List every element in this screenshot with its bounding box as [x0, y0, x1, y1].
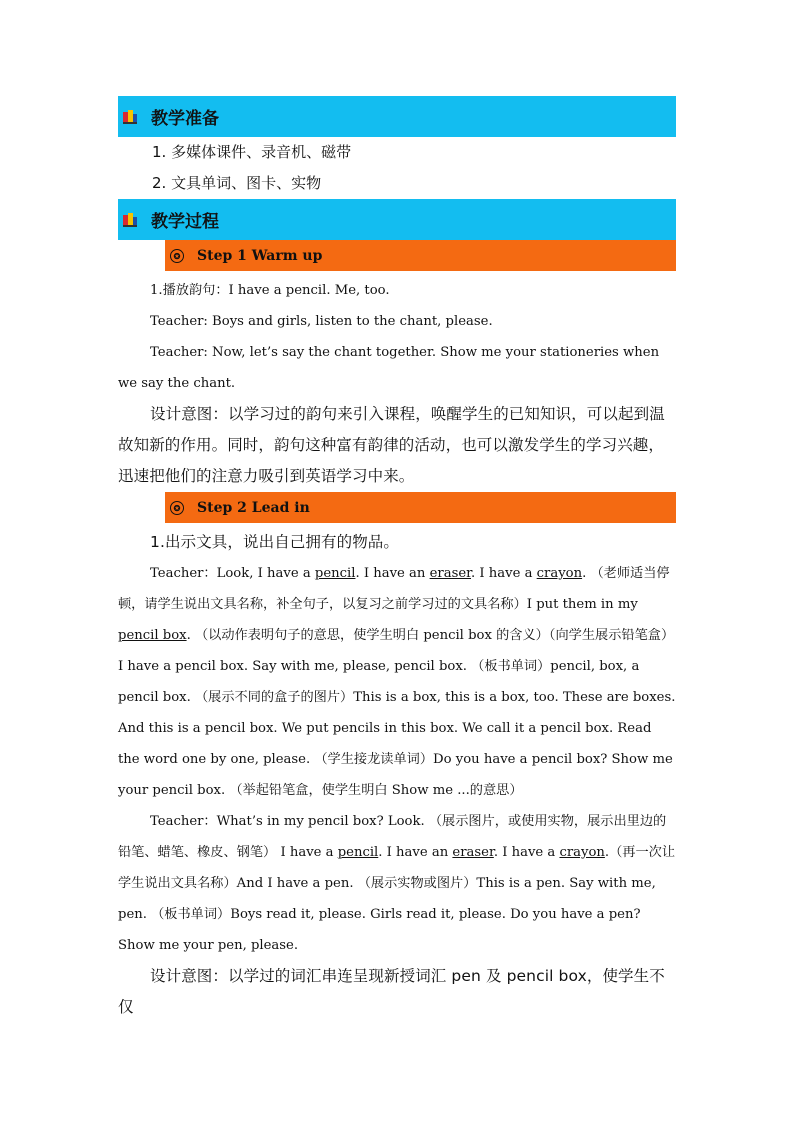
step2-header: [165, 492, 676, 523]
books-icon: [123, 213, 137, 227]
section-header-process: [118, 199, 676, 240]
section-title-prep: 教学准备: [151, 109, 219, 129]
underlined-word: crayon: [536, 566, 583, 581]
books-icon: [123, 110, 137, 124]
underlined-word: eraser: [429, 566, 471, 581]
underlined-word: pencil: [337, 845, 379, 860]
underlined-word: pencil box: [118, 628, 187, 643]
underlined-word: pencil: [314, 566, 356, 581]
list-item: 2. 文具单词、图卡、实物: [152, 174, 322, 192]
star-icon: ✪: [170, 501, 184, 515]
underlined-word: eraser: [452, 845, 494, 860]
teacher-paragraph-1: Teacher：Look, I have a pencil. I have an eraser. I have a crayon. （老师适当停顿，请学生说出文具名称，补全句子，以复习之前学习过的文具名称）I put them in my pencil box. （以动作表明句子的意思，使学生明白 pencil box 的含义）（向学生展示铅笔盒）I have a pencil box. Say with me, please, pencil box. （板书单词）pencil, box, a pencil box. （展示不同的盒子的图片）This is a box, this is a box, too. These are boxes. And this is a pencil box. We put pencils in this box. We call it a pencil box. Read the word one by one, please. （学生接龙读单词）Do you have a pencil box? Show me your pencil box. （举起铅笔盒，使学生明白 Show me ...的意思）: [118, 566, 676, 798]
document-page: [118, 96, 676, 1023]
teacher-paragraph-2: Teacher：What’s in my pencil box? Look. （展示图片，或使用实物，展示出里边的铅笔、蜡笔、橡皮、钢笔） I have a pencil. I have an eraser. I have a crayon.（再一次让学生说出文具名称）And I have a pen. （展示实物或图片）This is a pen. Say with me, pen. （板书单词）Boys read it, please. Girls read it, please. Do you have a pen? Show me your pen, please.: [118, 814, 676, 953]
paragraph: Teacher: Now, let’s say the chant together. Show me your stationeries when we say the chant.: [118, 345, 660, 391]
design-intent-paragraph: 设计意图：以学习过的韵句来引入课程，唤醒学生的已知知识，可以起到温故知新的作用。同时，韵句这种富有韵律的活动，也可以激发学生的学习兴趣，迅速把他们的注意力吸引到英语学习中来。: [118, 405, 665, 485]
underlined-word: crayon: [559, 845, 605, 860]
section-header-prep: [118, 96, 676, 137]
paragraph: 1.出示文具，说出自己拥有的物品。: [150, 533, 399, 551]
section-title-process: 教学过程: [151, 212, 219, 232]
step1-title: Step 1 Warm up: [197, 247, 323, 264]
paragraph: Teacher: Boys and girls, listen to the chant, please.: [150, 314, 493, 329]
step1-header: [165, 240, 676, 271]
design-intent-paragraph: 设计意图：以学过的词汇串连呈现新授词汇 pen 及 pencil box，使学生不仅: [118, 967, 665, 1016]
list-item: 1. 多媒体课件、录音机、磁带: [152, 143, 352, 161]
step2-title: Step 2 Lead in: [197, 499, 310, 516]
star-icon: ✪: [170, 249, 184, 263]
paragraph: 1.播放韵句：I have a pencil. Me, too.: [150, 283, 390, 298]
